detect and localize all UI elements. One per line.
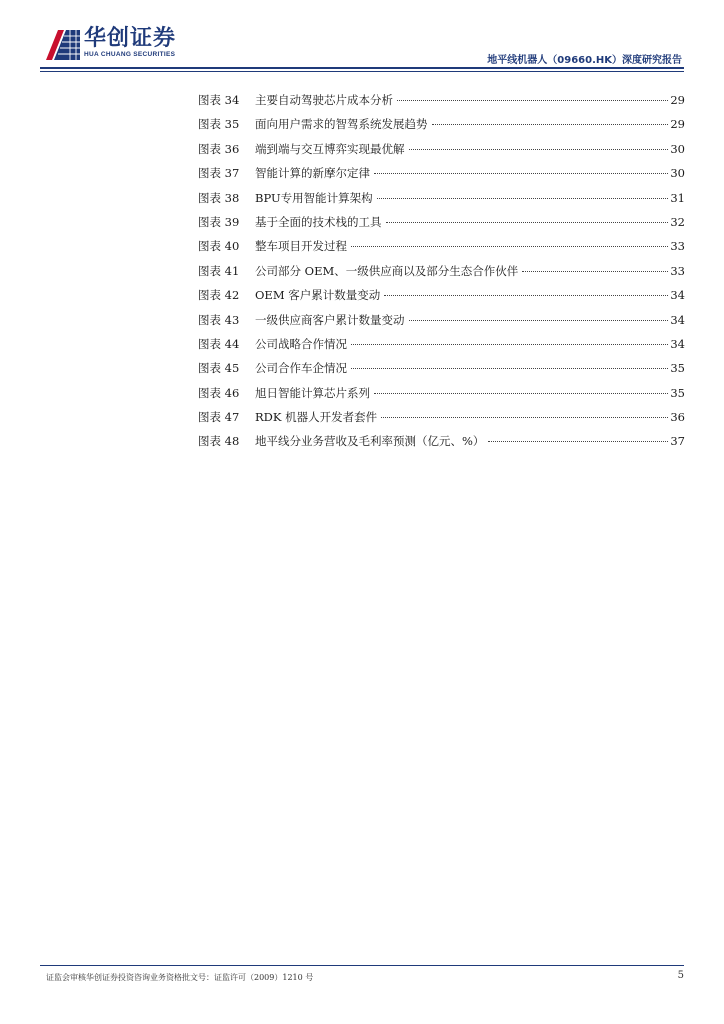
toc-dot-leader: [397, 100, 668, 101]
toc-entry-title: 整车项目开发过程: [255, 239, 347, 254]
toc-entry[interactable]: [198, 334, 685, 358]
toc-entry-title: 公司战略合作情况: [255, 336, 347, 351]
toc-entry-label: 图表 45: [198, 361, 240, 376]
toc-entry-title: RDK 机器人开发者套件: [255, 410, 378, 425]
toc-entry-page: 30: [670, 141, 685, 156]
toc-dot-leader: [522, 271, 668, 272]
toc-entry[interactable]: [198, 310, 685, 334]
toc-entry-title: 一级供应商客户累计数量变动: [255, 312, 405, 327]
toc-entry[interactable]: [198, 407, 685, 431]
toc-entry-title: 旭日智能计算芯片系列: [255, 385, 370, 400]
toc-entry-label: 图表 37: [198, 166, 240, 181]
toc-dot-leader: [432, 124, 669, 125]
toc-entry-page: 32: [670, 214, 685, 229]
page-number: 5: [677, 970, 684, 981]
footer-divider: [40, 965, 684, 966]
toc-entry-page: 33: [670, 239, 685, 254]
toc-entry[interactable]: [198, 114, 685, 138]
toc-entry-title: OEM 客户累计数量变动: [255, 288, 381, 303]
company-logo: [44, 26, 194, 62]
toc-dot-leader: [351, 344, 668, 345]
toc-entry[interactable]: [198, 163, 685, 187]
toc-entry-page: 36: [670, 410, 685, 425]
logo-english-name: HUA CHUANG SECURITIES: [84, 51, 176, 58]
toc-dot-leader: [351, 368, 668, 369]
toc-entry-title: BPU专用智能计算架构: [255, 190, 373, 205]
toc-entry-label: 图表 40: [198, 239, 240, 254]
toc-entry-page: 31: [670, 190, 685, 205]
toc-entry-title: 地平线分业务营收及毛利率预测（亿元、%）: [255, 434, 485, 449]
toc-entry-label: 图表 44: [198, 336, 240, 351]
header-divider: [40, 67, 684, 69]
toc-entry[interactable]: [198, 285, 685, 309]
toc-entry[interactable]: [198, 431, 685, 455]
toc-entry-page: 30: [670, 166, 685, 181]
toc-entry-label: 图表 41: [198, 263, 240, 278]
toc-entry-label: 图表 39: [198, 214, 240, 229]
toc-entry-page: 35: [670, 361, 685, 376]
toc-entry-label: 图表 47: [198, 410, 240, 425]
figure-list: [198, 90, 685, 456]
toc-dot-leader: [374, 173, 668, 174]
toc-entry[interactable]: [198, 383, 685, 407]
toc-entry-page: 33: [670, 263, 685, 278]
toc-entry-page: 29: [670, 93, 685, 107]
toc-dot-leader: [488, 441, 668, 442]
toc-entry[interactable]: [198, 236, 685, 260]
header-divider-thin: [40, 71, 684, 72]
toc-dot-leader: [386, 222, 669, 223]
toc-entry-title: 基于全面的技术栈的工具: [255, 214, 382, 229]
toc-entry[interactable]: [198, 212, 685, 236]
logo-chinese-name: 华创证券: [84, 26, 177, 51]
toc-entry[interactable]: [198, 90, 685, 114]
toc-entry-label: 图表 48: [198, 434, 240, 449]
toc-dot-leader: [409, 149, 669, 150]
toc-entry-label: 图表 36: [198, 141, 240, 156]
toc-entry-page: 34: [670, 288, 685, 303]
toc-entry-page: 29: [670, 117, 685, 132]
toc-dot-leader: [409, 320, 669, 321]
report-title: 地平线机器人（09660.HK）深度研究报告: [487, 55, 682, 66]
toc-entry[interactable]: [198, 261, 685, 285]
footer-disclaimer: 证监会审核华创证券投资咨询业务资格批文号：证监许可（2009）1210 号: [46, 973, 314, 982]
toc-entry[interactable]: [198, 358, 685, 382]
logo-mark-icon: [44, 26, 80, 60]
toc-entry[interactable]: [198, 139, 685, 163]
toc-entry-title: 端到端与交互博弈实现最优解: [255, 141, 405, 156]
toc-dot-leader: [374, 393, 668, 394]
toc-entry-page: 35: [670, 385, 685, 400]
toc-entry-page: 34: [670, 312, 685, 327]
toc-dot-leader: [384, 295, 668, 296]
toc-entry-label: 图表 38: [198, 190, 240, 205]
toc-entry-label: 图表 46: [198, 385, 240, 400]
toc-entry-label: 图表 34: [198, 93, 240, 107]
toc-entry-title: 公司部分 OEM、一级供应商以及部分生态合作伙伴: [255, 263, 519, 278]
toc-entry-page: 34: [670, 336, 685, 351]
toc-entry-title: 主要自动驾驶芯片成本分析: [255, 93, 393, 107]
toc-entry-title: 公司合作车企情况: [255, 361, 347, 376]
toc-entry-title: 智能计算的新摩尔定律: [255, 166, 370, 181]
toc-entry-label: 图表 43: [198, 312, 240, 327]
toc-dot-leader: [377, 198, 669, 199]
toc-entry-title: 面向用户需求的智驾系统发展趋势: [255, 117, 428, 132]
toc-entry-page: 37: [670, 434, 685, 449]
toc-dot-leader: [351, 246, 668, 247]
toc-entry-label: 图表 35: [198, 117, 240, 132]
toc-entry-label: 图表 42: [198, 288, 240, 303]
toc-dot-leader: [381, 417, 668, 418]
toc-entry[interactable]: [198, 188, 685, 212]
